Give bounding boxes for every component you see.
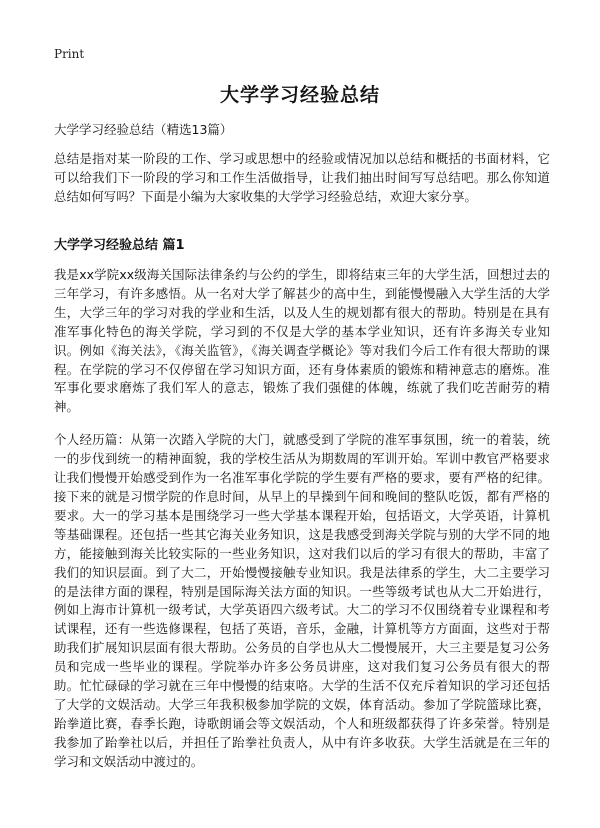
- article-paragraph: 个人经历篇：从第一次踏入学院的大门，就感受到了学院的准军事氛围，统一的着装，统一的步伐到统一的精神面貌，我的学校生活从为期数周的军训开始。军训中教官严格要求让我们慢慢开始感受到作为一名准军事化学院的学生要有严格的要求，要有严格的纪律。接下来的就是习惯学院的作息时间，从早上的早操到午间和晚间的整队吃饭，都有严格的要求。大一的学习基本是围绕学习一些大学基本课程开始，包括语文，大学英语，计算机等基础课程。还包括一些其它海关业务知识，这是我感受到海关学院与别的大学不同的地方，能接触到海关比较实际的一些业务知识，这对我们以后的学习有很大的帮助，丰富了我们的知识层面。到了大二，开始慢慢接触专业知识。我是法律系的学生，大二主要学习的是法律方面的课程，特别是国际海关法方面的知识。一些等级考试也从大二开始进行，例如上海市计算机一级考试，大学英语四六级考试。大二的学习不仅围绕着专业课程和考试课程，还有一些选修课程，包括了英语，音乐，金融，计算机等方方面面，这些对于帮助我们扩展知识层面有很大帮助。公务员的自学也从大二慢慢展开，大三主要是复习公务员和完成一些毕业的课程。学院举办许多公务员讲座，这对我们复习公务员有很大的帮助。忙忙碌碌的学习就在三年中慢慢的结束咯。大学的生活不仅充斥着知识的学习还包括了大学的文娱活动。大学三年我积极参加学院的文娱，体育活动。参加了学院篮球比赛，跆拳道比赛，春季长跑，诗歌朗诵会等文娱活动，个人和班级都获得了许多荣誉。特别是我参加了跆拳社以后，并担任了跆拳社负责人，从中有许多收获。大学生活就是在三年的学习和文娱活动中渡过的。: [54, 432, 550, 769]
- intro-paragraph: 总结是指对某一阶段的工作、学习或思想中的经验或情况加以总结和概括的书面材料，它可以给我们下一阶段的学习和工作生活做指导，让我们抽出时间写写总结吧。那么你知道总结如何写吗？下面是小编为大家收集的大学学习经验总结，欢迎大家分享。: [54, 151, 550, 204]
- document-subtitle: 大学学习经验总结（精选13篇）: [54, 122, 233, 137]
- intro-section: [54, 150, 550, 207]
- article-paragraph: 我是xx学院xx级海关国际法律条约与公约的学生，即将结束三年的大学生活，回想过去的三年学习，有许多感悟。从一名对大学了解甚少的高中生，到能慢慢融入大学生活的大学生，大学三年的学习对我的学业和生活，以及人生的规划都有很大的帮助。特别是在具有准军事化特色的海关学院，学习到的不仅是大学的基本学业知识，还有许多海关专业知识。例如《海关法》，《海关监管》，《海关调查学概论》等对我们今后工作有很大帮助的课程。在学院的学习不仅停留在学习知识方面，还有身体素质的锻炼和精神意志的磨炼。准军事化要求磨炼了我们军人的意志，锻炼了我们强健的体魄，练就了我们吃苦耐劳的精神。: [54, 267, 550, 415]
- print-link[interactable]: Print: [54, 47, 85, 61]
- article-body: [54, 266, 550, 772]
- page-title: 大学学习经验总结: [219, 84, 380, 106]
- section-heading: 大学学习经验总结 篇1: [54, 238, 185, 253]
